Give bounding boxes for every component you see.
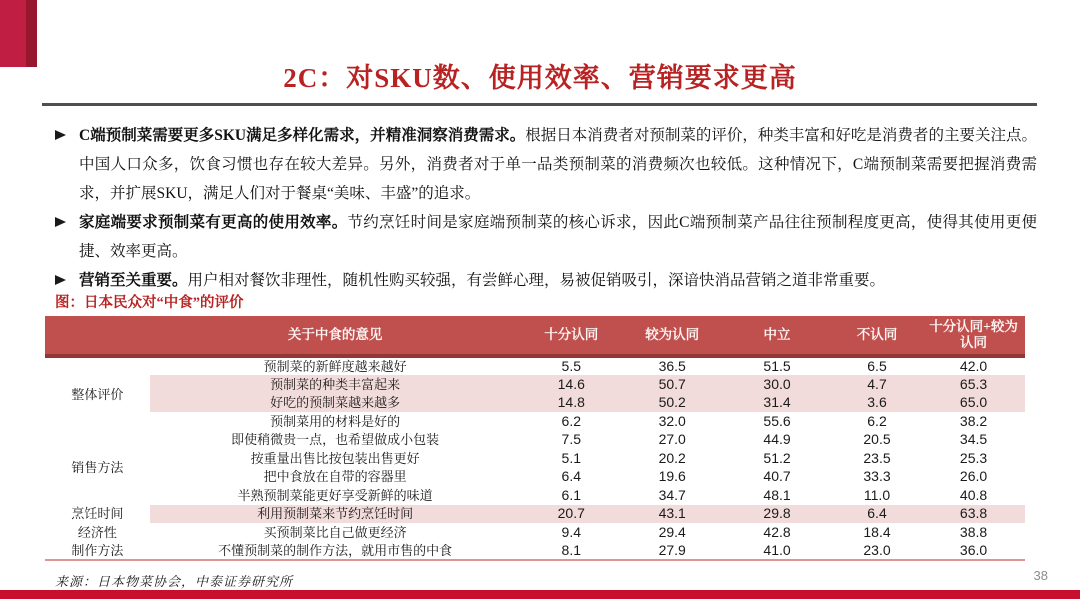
value-cell: 30.0 bbox=[722, 375, 832, 394]
bullet-text: 根据日本消费者对预制菜的评价，种类丰富和好吃是消费者的主要关注点。中国人口众多，饮食习惯也存在较大差异。另外，消费者对于单一品类预制菜的消费频次也较低。这种情况下，C端预制菜需要把握消费需求，并扩展SKU，满足人们对于餐桌“美味、丰盛”的追求。 bbox=[79, 127, 1037, 202]
source-note: 来源：日本物菜协会，中泰证券研究所 bbox=[55, 574, 294, 589]
value-cell: 33.3 bbox=[863, 468, 891, 485]
opinion-cell: 买预制菜比自己做更经济 bbox=[263, 524, 407, 540]
table-row bbox=[45, 468, 1025, 487]
opinion-cell: 利用预制菜来节约烹饪时间 bbox=[150, 505, 520, 524]
value-cell: 36.0 bbox=[922, 542, 1025, 561]
value-cell: 11.0 bbox=[863, 486, 891, 503]
header-cell-agree: 较为认同 bbox=[622, 316, 722, 356]
value-cell: 65.3 bbox=[922, 375, 1025, 394]
category-cell: 销售方法 bbox=[71, 460, 124, 475]
value-cell: 48.1 bbox=[763, 486, 791, 503]
header-cell-neutral: 中立 bbox=[722, 316, 832, 356]
value-cell: 6.4 bbox=[832, 505, 922, 524]
value-cell: 38.2 bbox=[959, 412, 988, 429]
opinion-cell: 把中食放在自带的容器里 bbox=[263, 469, 407, 485]
opinion-cell: 预制菜的新鲜度越来越好 bbox=[263, 359, 407, 374]
value-cell: 7.5 bbox=[561, 431, 581, 448]
figure-caption: 图：日本民众对“中食”的评价 bbox=[55, 295, 244, 311]
category-cell: 整体评价 bbox=[71, 386, 124, 402]
bullet-bold-text: C端预制菜需要更多SKU满足多样化需求，并精准洞察消费需求。 bbox=[79, 127, 526, 144]
value-cell: 55.6 bbox=[763, 412, 791, 429]
opinion-cell: 按重量出售比按包装出售更好 bbox=[250, 450, 420, 466]
value-cell: 6.1 bbox=[561, 486, 581, 503]
value-cell: 27.0 bbox=[658, 431, 686, 448]
value-cell: 9.4 bbox=[561, 523, 581, 540]
value-cell: 6.5 bbox=[867, 358, 887, 374]
value-cell: 18.4 bbox=[863, 523, 891, 540]
opinion-cell: 预制菜用的材料是好的 bbox=[270, 413, 401, 429]
list-item bbox=[55, 208, 1037, 266]
value-cell: 8.1 bbox=[520, 542, 622, 561]
value-cell: 50.7 bbox=[622, 375, 722, 394]
value-cell: 40.7 bbox=[763, 468, 791, 485]
value-cell: 38.8 bbox=[959, 523, 988, 540]
eval-table-body bbox=[45, 356, 1025, 560]
value-cell: 43.1 bbox=[622, 505, 722, 524]
header-cell-total-agree: 十分认同+较为认同 bbox=[922, 316, 1025, 356]
value-cell: 34.5 bbox=[959, 431, 988, 448]
value-cell: 14.6 bbox=[520, 375, 622, 394]
page-title: 2C：对SKU数、使用效率、营销要求更高 bbox=[283, 63, 797, 93]
value-cell: 26.0 bbox=[959, 468, 988, 485]
bullet-bold-text: 营销至关重要。 bbox=[79, 272, 188, 289]
bullet-text: 节约烹饪时间是家庭端预制菜的核心诉求，因此C端预制菜产品往往预制程度更高，使得其使用更便捷、效率更高。 bbox=[79, 214, 1037, 260]
value-cell: 5.1 bbox=[561, 449, 581, 466]
table-row bbox=[45, 412, 1025, 431]
title-divider bbox=[42, 103, 1037, 106]
value-cell: 40.8 bbox=[959, 486, 988, 503]
value-cell: 51.5 bbox=[763, 358, 791, 374]
value-cell: 23.5 bbox=[863, 449, 891, 466]
value-cell: 4.7 bbox=[832, 375, 922, 394]
bottom-accent-bar bbox=[0, 590, 1080, 599]
value-cell: 20.5 bbox=[863, 431, 891, 448]
table-header-row bbox=[45, 316, 1025, 356]
table-row bbox=[45, 431, 1025, 450]
value-cell: 50.2 bbox=[622, 394, 722, 413]
arrow-bullet-icon bbox=[55, 275, 66, 285]
header-cell-opinion: 关于中食的意见 bbox=[150, 316, 520, 356]
arrow-bullet-icon bbox=[55, 217, 66, 227]
value-cell: 20.7 bbox=[520, 505, 622, 524]
value-cell: 31.4 bbox=[722, 394, 832, 413]
page-number: 38 bbox=[1033, 568, 1048, 583]
value-cell: 3.6 bbox=[832, 394, 922, 413]
table-row bbox=[45, 542, 1025, 561]
value-cell: 42.0 bbox=[959, 358, 988, 374]
table-row bbox=[45, 394, 1025, 413]
value-cell: 25.3 bbox=[959, 449, 988, 466]
value-cell: 65.0 bbox=[922, 394, 1025, 413]
value-cell: 32.0 bbox=[658, 412, 686, 429]
header-cell-category bbox=[45, 316, 150, 356]
value-cell: 34.7 bbox=[658, 486, 686, 503]
opinion-cell: 即使稍微贵一点，也希望做成小包装 bbox=[231, 432, 440, 448]
value-cell: 36.5 bbox=[658, 358, 686, 374]
category-cell: 烹饪时间 bbox=[71, 506, 124, 522]
arrow-bullet-icon bbox=[55, 130, 66, 140]
header-cell-disagree: 不认同 bbox=[832, 316, 922, 356]
opinion-cell: 好吃的预制菜越来越多 bbox=[150, 394, 520, 413]
table-row bbox=[45, 375, 1025, 394]
value-cell: 29.8 bbox=[722, 505, 832, 524]
value-cell: 44.9 bbox=[763, 431, 791, 448]
table-row bbox=[45, 505, 1025, 524]
table-row bbox=[45, 356, 1025, 375]
value-cell: 23.0 bbox=[832, 542, 922, 561]
bullet-bold-text: 家庭端要求预制菜有更高的使用效率。 bbox=[79, 214, 348, 231]
value-cell: 29.4 bbox=[658, 523, 686, 540]
value-cell: 5.5 bbox=[561, 358, 581, 374]
table-row bbox=[45, 523, 1025, 542]
value-cell: 41.0 bbox=[722, 542, 832, 561]
evaluation-table bbox=[45, 316, 1025, 561]
value-cell: 20.2 bbox=[658, 449, 686, 466]
value-cell: 14.8 bbox=[520, 394, 622, 413]
value-cell: 19.6 bbox=[658, 468, 686, 485]
header-cell-strongly-agree: 十分认同 bbox=[520, 316, 622, 356]
value-cell: 51.2 bbox=[763, 449, 791, 466]
value-cell: 63.8 bbox=[922, 505, 1025, 524]
bullet-text: 用户相对餐饮非理性，随机性购买较强，有尝鲜心理，易被促销吸引，深谙快消品营销之道非常重要。 bbox=[187, 272, 886, 289]
category-cell: 经济性 bbox=[77, 524, 117, 540]
opinion-cell: 半熟预制菜能更好享受新鲜的味道 bbox=[237, 487, 433, 503]
value-cell: 6.2 bbox=[561, 412, 581, 429]
opinion-cell: 预制菜的种类丰富起来 bbox=[150, 375, 520, 394]
value-cell: 6.2 bbox=[867, 412, 887, 429]
category-cell: 制作方法 bbox=[45, 542, 150, 561]
bullet-list bbox=[55, 121, 1037, 295]
value-cell: 42.8 bbox=[763, 523, 791, 540]
value-cell: 6.4 bbox=[561, 468, 581, 485]
table-row bbox=[45, 449, 1025, 468]
opinion-cell: 不懂预制菜的制作方法，就用市售的中食 bbox=[150, 542, 520, 561]
table-row bbox=[45, 486, 1025, 505]
list-item bbox=[55, 121, 1037, 208]
value-cell: 27.9 bbox=[622, 542, 722, 561]
